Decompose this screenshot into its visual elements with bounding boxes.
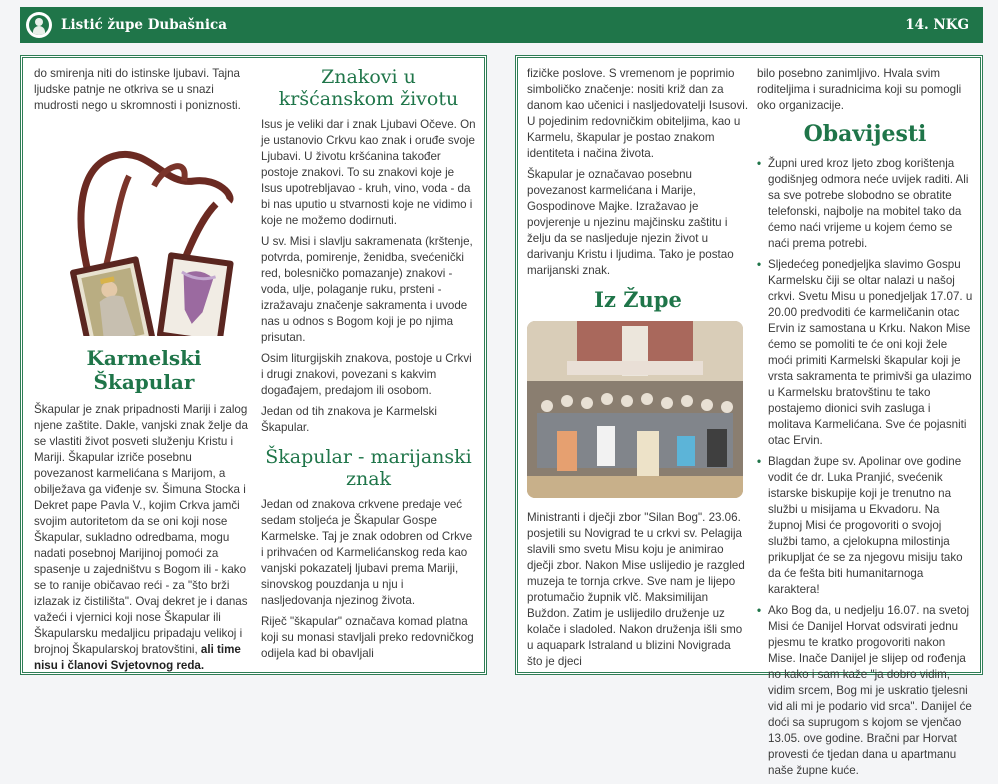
right-column-2	[757, 66, 973, 784]
left-page	[20, 55, 487, 675]
announcement-item	[757, 257, 973, 449]
znakovi-paragraph: Jedan od tih znakova je Karmelski Škapular.	[261, 405, 437, 434]
intro-paragraph: do smirenja niti do istinske ljubavi. Tajna ljudske patnje ne otkriva se u snazi mudrosti nego u skromnosti i poniznosti.	[34, 67, 241, 112]
section-title-obavijesti: Obavijesti	[803, 121, 927, 147]
karmelski-skapular-text	[34, 402, 254, 674]
scapular-illustration	[44, 126, 244, 336]
announcement-text: Blagdan župe sv. Apolinar ove godine vodit će dr. Luka Pranjić, svećenik istarske biskupije koji je trenutno na službi u misijama u Ekvadoru. Na župnoj Misi će progovoriti o svojoj službi tamo, a cjelokupna milostinja prikupljat će se za njegovu misiju tako da će fešta biti humanitarnoga karaktera!	[768, 455, 963, 596]
skapular-continued-paragraph: fizičke poslove. S vremenom je poprimio simboličko značenje: nositi križ dan za danom kao učenici i nasljedovatelji Isusovi. U pojedinim redovničkim obiteljima, kao u Karmelu, škapular je postao znakom identiteta i načina života.	[527, 67, 749, 160]
announcements-list	[757, 156, 973, 779]
left-column-1	[34, 66, 254, 679]
marijanski-znak-paragraph: Riječ "škapular" označava komad platna koji su monasi stavljali preko redovničkog odijela kad bi obavljali	[261, 615, 474, 660]
bullet-icon: •	[757, 258, 762, 271]
skapular-continued-paragraph: Škapular je označavao posebnu povezanost karmelićana i Marije, Gospodinove Majke. Izražavao je povjerenje u njezinu majčinsku zaštitu i želju da se nasljeduje njezin život u darivanju Kristu i ljudima. Tako je postao marijanski znak.	[527, 168, 734, 277]
bullet-icon: •	[757, 604, 762, 617]
right-column-1	[527, 66, 749, 675]
karmelski-skapular-bold: ali time nisu i članovi Svjetovnog reda.	[34, 643, 241, 672]
header-brand	[26, 12, 227, 38]
announcement-text: Ako Bog da, u nedjelju 16.07. na svetoj Misi će Danijel Horvat odsvirati jednu pjesmu te kratko progovoriti nakon Mise. Inače Danijel je slijep od rođenja no kako i sam kaže "ja dobro vidim, vidim srcem, Bog mi je uskratio tjelesni vid ali mi je podario vid srca". Danijel će doći sa suprugom s kojom se vjenčao 13.05. ove godine. Bračni par Horvat provesti će tjedan dana u apartmanu naše župne kuće.	[768, 604, 972, 777]
group-photo-illustration	[527, 321, 743, 498]
announcement-text: Župni ured kroz ljeto zbog korištenja godišnjeg odmora neće uvijek raditi. Ali sa sve potrebe slobodno se obratite telefonski, najbolje na mobitel tako da ćemo naći vrijeme u kojem ćemo se naći prema potrebi.	[768, 157, 969, 250]
announcement-item	[757, 603, 973, 779]
karmelski-skapular-paragraph: Škapular je znak pripadnosti Mariji i zalog njene zaštite. Dakle, vanjski znak želje da se vlastiti život posveti služenju Kristu i Mariji. Škapular izriče posebnu povezanost karmelićana s Marijom, a obilježava ga viđenje sv. Šimuna Stocka i Dekret pape Pavla V., kojim Crkva jamči svojim autoritetom da se oni koji nose Škapular, sukladno odredbama, mogu nadati posebnoj Marijinoj pomoći za spasenje u zajedništvu s Bogom ili - kako se to ranije običavao reći - za "što brži izlazak iz čistilišta". Ovaj dekret je i danas važeći i vjernici koji nose Škapular ili Škapularsku medaljicu pripadaju velikoj i brojnoj Škapularskoj bratovštini,	[34, 403, 248, 656]
bullet-icon: •	[757, 157, 762, 170]
parish-logo-icon	[26, 12, 52, 38]
bullet-icon: •	[757, 455, 762, 468]
section-title-marijanski-znak: Škapular - marijanski znak	[265, 446, 472, 490]
znakovi-paragraph: U sv. Misi i slavlju sakramenata (krštenje, potvrda, pomirenje, ženidba, svećenički red, bolesničko pomazanje) znakovi - voda, ulje, polaganje ruku, prsteni - izražavaju značenje sakramenta i uvode nas u odnos s Bogom koji je po njima prisutan.	[261, 235, 473, 344]
section-title-iz-zupe: Iz Župe	[594, 287, 682, 312]
issue-number: 14. NKG	[905, 17, 969, 33]
announcement-text: Sljedećeg ponedjeljka slavimo Gospu Karmelsku čiji se oltar nalazi u našoj crkvi. Svetu Misu u ponedjeljak 17.07. u 20.00 predvoditi će karmeličanin otac Ervin iz samostana u Krku. Nakon Mise ćemo se pomoliti te će oni koji žele moći primiti Karmelski škapular koji je vrsta sakramenta te primivši ga ulazimo u Karmelsku bratovštinu te tako postajemo dionici svih zasluga i molitava Karmelićana. Sve će pojasniti otac Ervin.	[768, 258, 973, 447]
section-title-karmelski-skapular: Karmelski Škapular	[86, 346, 202, 394]
bulletin-title: Listić župe Dubašnica	[61, 17, 227, 33]
bulletin-header	[20, 7, 983, 43]
scapular-image	[44, 126, 244, 336]
znakovi-paragraph: Isus je veliki dar i znak Ljubavi Očeve. On je ustanovio Crkvu kao znak i oruđe svoje Ljubavi. U životu kršćanina također postoje znakovi. To su znakovi koje je Isus upotrebljavao - kruh, vino, voda - da bi nas uputio u stvarnosti koje ne vidimo i koje ne možemo dodirnuti.	[261, 118, 476, 227]
announcement-item	[757, 156, 973, 252]
thanks-paragraph: bilo posebno zanimljivo. Hvala svim roditeljima i suradnicima koji su pomogli oko organizacije.	[757, 67, 962, 112]
section-title-znakovi: Znakovi u kršćanskom životu	[278, 66, 459, 110]
group-photo	[527, 321, 743, 498]
marijanski-znak-paragraph: Jedan od znakova crkvene predaje već sedam stoljeća je Škapular Gospe Karmelske. Taj je znak odobren od Crkve i prihvaćen od Karmelićanskog reda kao vanjski pokazatelj ljubavi prema Mariji, sinovskog pouzdanja u nju i nasljedovanja njezinog života.	[261, 498, 473, 607]
znakovi-paragraph: Osim liturgijskih znakova, postoje u Crkvi i drugi znakovi, povezani s kakvim događajem, predajom ili osobom.	[261, 352, 472, 397]
announcement-item	[757, 454, 973, 598]
iz-zupe-paragraph: Ministranti i dječji zbor "Silan Bog". 23.06. posjetili su Novigrad te u crkvi sv. Pelagija slavili smo svetu Misu koju je animirao dječji zbor. Nakon Mise uslijedio je razgled muzeja te tornja crkve. Sve nam je lijepo protumačio župnik vlč. Maksimilijan Buždon. Zatim je uslijedilo druženje uz kolače i sladoled. Nakon druženja išli smo u aquapark Istraland u blizini Novigrada što je djeci	[527, 511, 745, 668]
left-column-2	[261, 66, 476, 667]
right-page	[515, 55, 983, 777]
